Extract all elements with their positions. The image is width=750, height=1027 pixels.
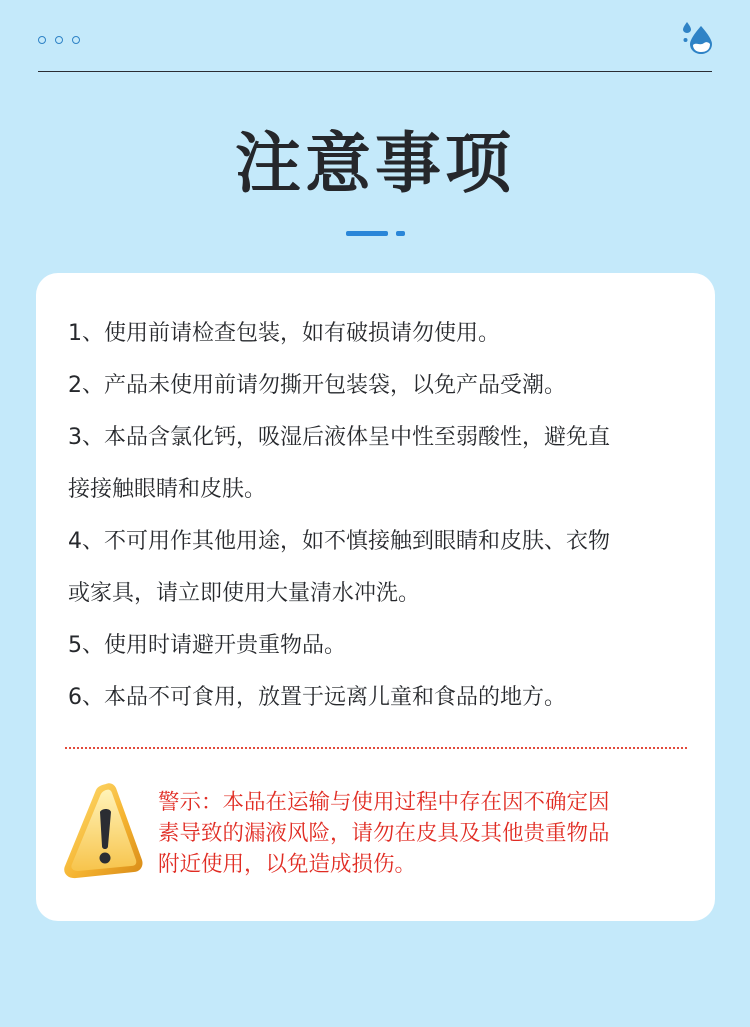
notice-list [68,308,688,724]
dot [55,36,63,44]
dot [38,36,46,44]
notice-line: 4、不可用作其他用途，如不慎接触到眼睛和皮肤、衣物 [68,529,610,554]
page-title: 注意事项 [235,125,515,202]
notice-line: 2、产品未使用前请勿撕开包装袋，以免产品受潮。 [68,373,566,398]
title-accent-bar [346,231,388,236]
notice-line: 5、使用时请避开贵重物品。 [68,633,346,658]
warning-line: 警示：本品在运输与使用过程中存在因不确定因 [158,790,610,815]
warning-text [158,787,688,880]
warning-line: 附近使用，以免造成损伤。 [158,852,417,877]
warning-triangle-icon [54,778,146,882]
notice-line: 1、使用前请检查包装，如有破损请勿使用。 [68,321,500,346]
title-accent-dot [396,231,405,236]
warning-line: 素导致的漏液风险，请勿在皮具及其他贵重物品 [158,821,610,846]
notice-line: 3、本品含氯化钙，吸湿后液体呈中性至弱酸性，避免直 [68,425,610,450]
dot [72,36,80,44]
notice-line: 接接触眼睛和皮肤。 [68,477,267,502]
three-dots-icon [38,36,80,44]
header-divider [38,71,712,72]
dotted-divider [65,747,687,749]
notice-line: 6、本品不可食用，放置于远离儿童和食品的地方。 [68,685,566,710]
notice-line: 或家具，请立即使用大量清水冲洗。 [68,581,421,606]
water-drop-logo-icon [682,20,716,56]
notice-card [36,273,715,921]
